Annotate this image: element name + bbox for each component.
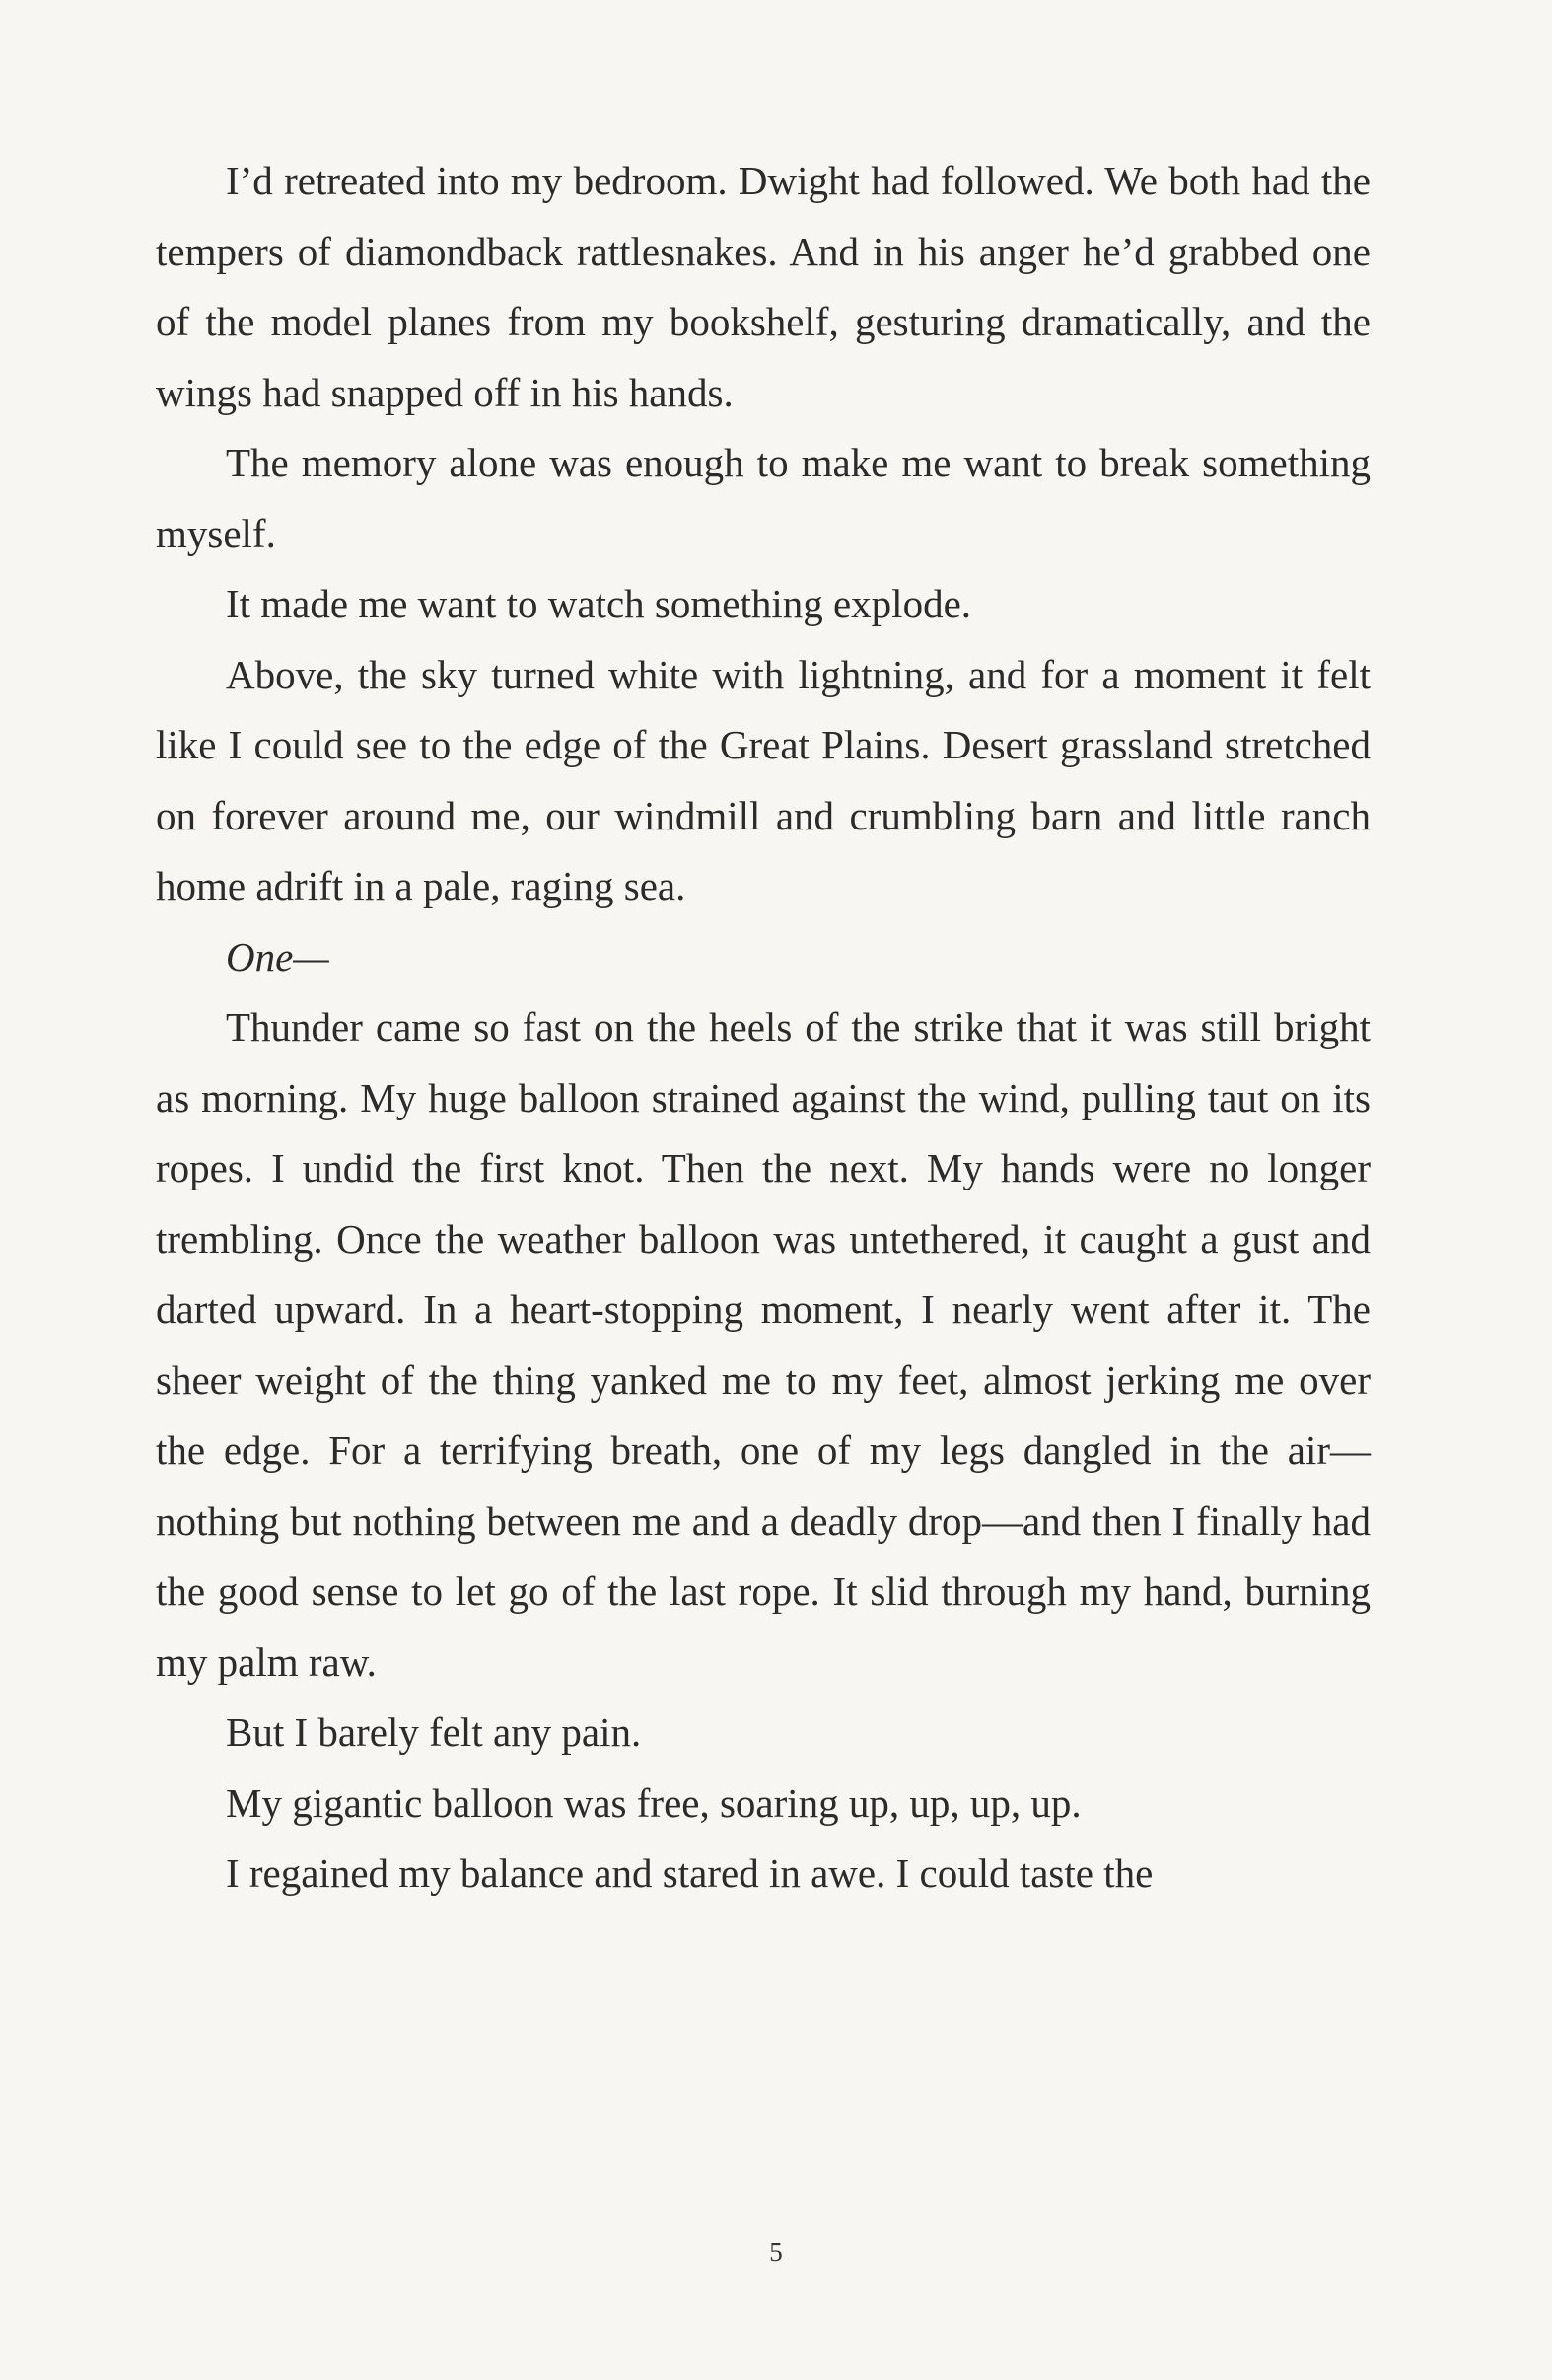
- paragraph: I regained my balance and stared in awe. I could taste the: [226, 1850, 1154, 1896]
- paragraph: The memory alone was enough to make me want to break something myself.: [156, 440, 1371, 556]
- paragraph: It made me want to watch something explode.: [226, 581, 972, 626]
- page-number: 5: [769, 2237, 783, 2267]
- paragraph-italic: One—: [226, 933, 329, 979]
- paragraph: Above, the sky turned white with lightning, and for a moment it felt like I could see to the edge of the Great Plains. Desert grassland stretched on forever around me, our windmill and crumbling barn and little ranch home adrift in a pale, raging sea.: [156, 651, 1371, 908]
- paragraph: My gigantic balloon was free, soaring up, up, up, up.: [226, 1779, 1082, 1826]
- paragraph: Thunder came so fast on the heels of the strike that it was still bright as morning. My huge balloon strained against the wind, pulling taut on its ropes. I undid the first knot. Then the next. My hands were no longer trembling. Once the weather balloon was untethered, it caught a gust and darted upward. In a heart-stopping moment, I nearly went after it. The sheer weight of the thing yanked me to my feet, almost jerking me over the edge. For a terrifying breath, one of my legs dangled in the air—nothing but nothing between me and a deadly drop—and then I finally had the good sense to let go of the last rope. It slid through my hand, burning my palm raw.: [156, 1004, 1371, 1685]
- paragraph: But I barely felt any pain.: [226, 1709, 642, 1755]
- body-text: [156, 146, 1371, 1910]
- paragraph: I’d retreated into my bedroom. Dwight had followed. We both had the tempers of diamondback rattlesnakes. And in his anger he’d grabbed one of the model planes from my bookshelf, gesturing dramatically, and the wings had snapped off in his hands.: [156, 158, 1371, 415]
